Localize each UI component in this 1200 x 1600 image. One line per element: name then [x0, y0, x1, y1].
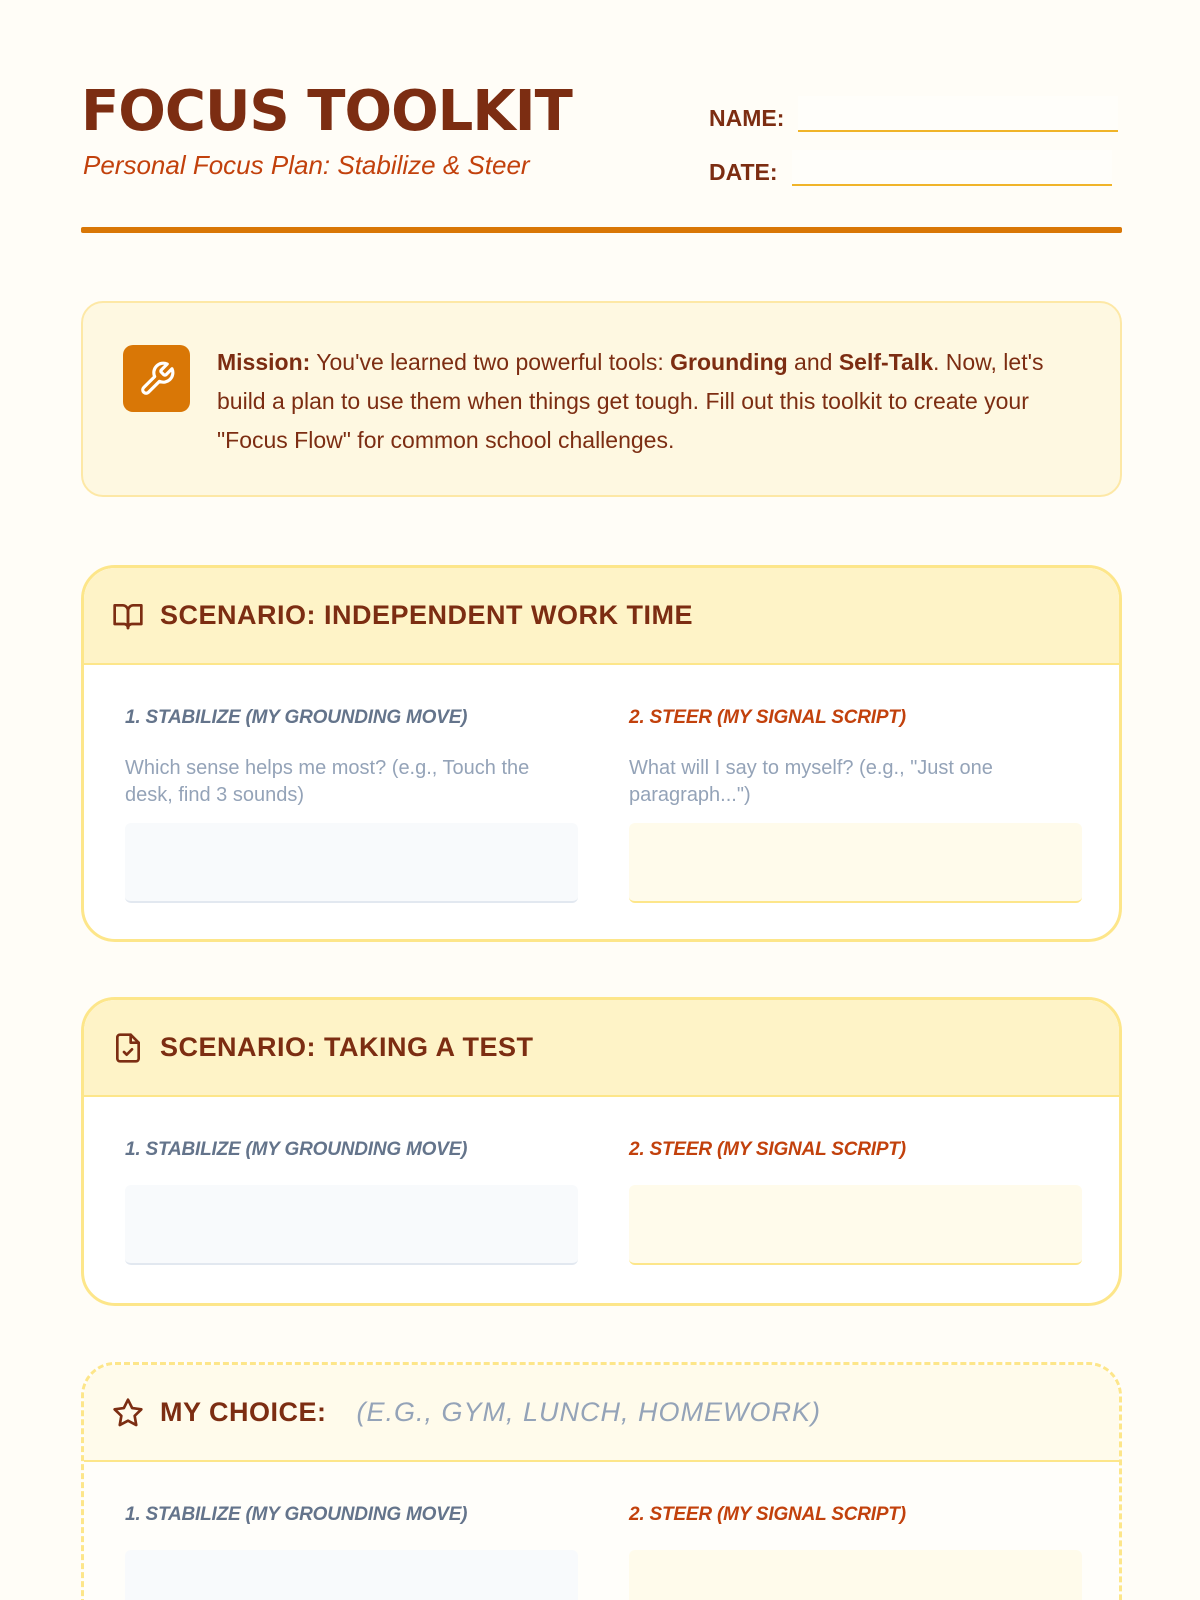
steer-label: 2. STEER (MY SIGNAL SCRIPT)	[629, 1139, 906, 1160]
name-label: NAME:	[709, 105, 785, 131]
mission-box	[81, 301, 1122, 497]
steer-hint: What will I say to myself? (e.g., "Just one paragraph...")	[629, 757, 993, 806]
scenario-card-my-choice	[81, 1362, 1122, 1600]
mission-text-part: . Now, let's build a plan to use them when things get tough. Fill out this toolkit to create your "Focus Flow" for common school challenges.	[217, 349, 1044, 453]
stabilize-answer-box[interactable]	[125, 1550, 578, 1600]
stabilize-column	[125, 707, 578, 903]
mission-text-part: You've learned two powerful tools:	[310, 349, 671, 375]
scenario-card-independent-work	[81, 565, 1122, 942]
steer-answer-box[interactable]	[629, 1550, 1082, 1600]
worksheet-page	[81, 0, 1122, 1525]
steer-column	[629, 1139, 1082, 1265]
stabilize-column	[125, 1504, 578, 1600]
name-input[interactable]	[798, 96, 1118, 132]
steer-answer-box[interactable]	[629, 823, 1082, 903]
steer-label: 2. STEER (MY SIGNAL SCRIPT)	[629, 1504, 906, 1525]
stabilize-label: 1. STABILIZE (MY GROUNDING MOVE)	[125, 707, 468, 728]
steer-column	[629, 707, 1082, 903]
tool-self-talk: Self-Talk	[838, 349, 933, 375]
star-icon	[112, 1396, 146, 1430]
scenario-card-taking-test	[81, 997, 1122, 1306]
mission-text-part: and	[787, 349, 839, 375]
stabilize-label: 1. STABILIZE (MY GROUNDING MOVE)	[125, 1139, 468, 1160]
stabilize-answer-box[interactable]	[125, 1185, 578, 1265]
steer-answer-box[interactable]	[629, 1185, 1082, 1265]
steer-column	[629, 1504, 1082, 1600]
scenario-title: SCENARIO: TAKING A TEST	[160, 1032, 534, 1062]
open-book-icon	[112, 599, 146, 633]
scenario-header	[84, 568, 1119, 665]
steer-label: 2. STEER (MY SIGNAL SCRIPT)	[629, 707, 906, 728]
date-input[interactable]	[792, 150, 1112, 186]
scenario-title: SCENARIO: INDEPENDENT WORK TIME	[160, 600, 694, 630]
header-divider	[81, 227, 1122, 233]
mission-text	[217, 343, 1077, 460]
stabilize-answer-box[interactable]	[125, 823, 578, 903]
page-title: FOCUS TOOLKIT	[81, 79, 572, 144]
name-field-row	[709, 96, 1118, 132]
mission-lead: Mission:	[217, 349, 311, 375]
scenario-title: MY CHOICE:	[160, 1397, 327, 1427]
scenario-header	[84, 1000, 1119, 1097]
stabilize-label: 1. STABILIZE (MY GROUNDING MOVE)	[125, 1504, 468, 1525]
stabilize-column	[125, 1139, 578, 1265]
page-subtitle: Personal Focus Plan: Stabilize & Steer	[83, 150, 530, 180]
date-label: DATE:	[709, 159, 778, 185]
stabilize-hint: Which sense helps me most? (e.g., Touch the desk, find 3 sounds)	[125, 757, 530, 806]
my-choice-input[interactable]: (E.G., GYM, LUNCH, HOMEWORK)	[356, 1397, 822, 1427]
tool-grounding: Grounding	[670, 349, 788, 375]
date-field-row	[709, 150, 1112, 186]
scenario-header	[84, 1365, 1119, 1462]
file-check-icon	[112, 1031, 146, 1065]
wrench-icon	[123, 345, 190, 412]
header	[81, 0, 1122, 235]
